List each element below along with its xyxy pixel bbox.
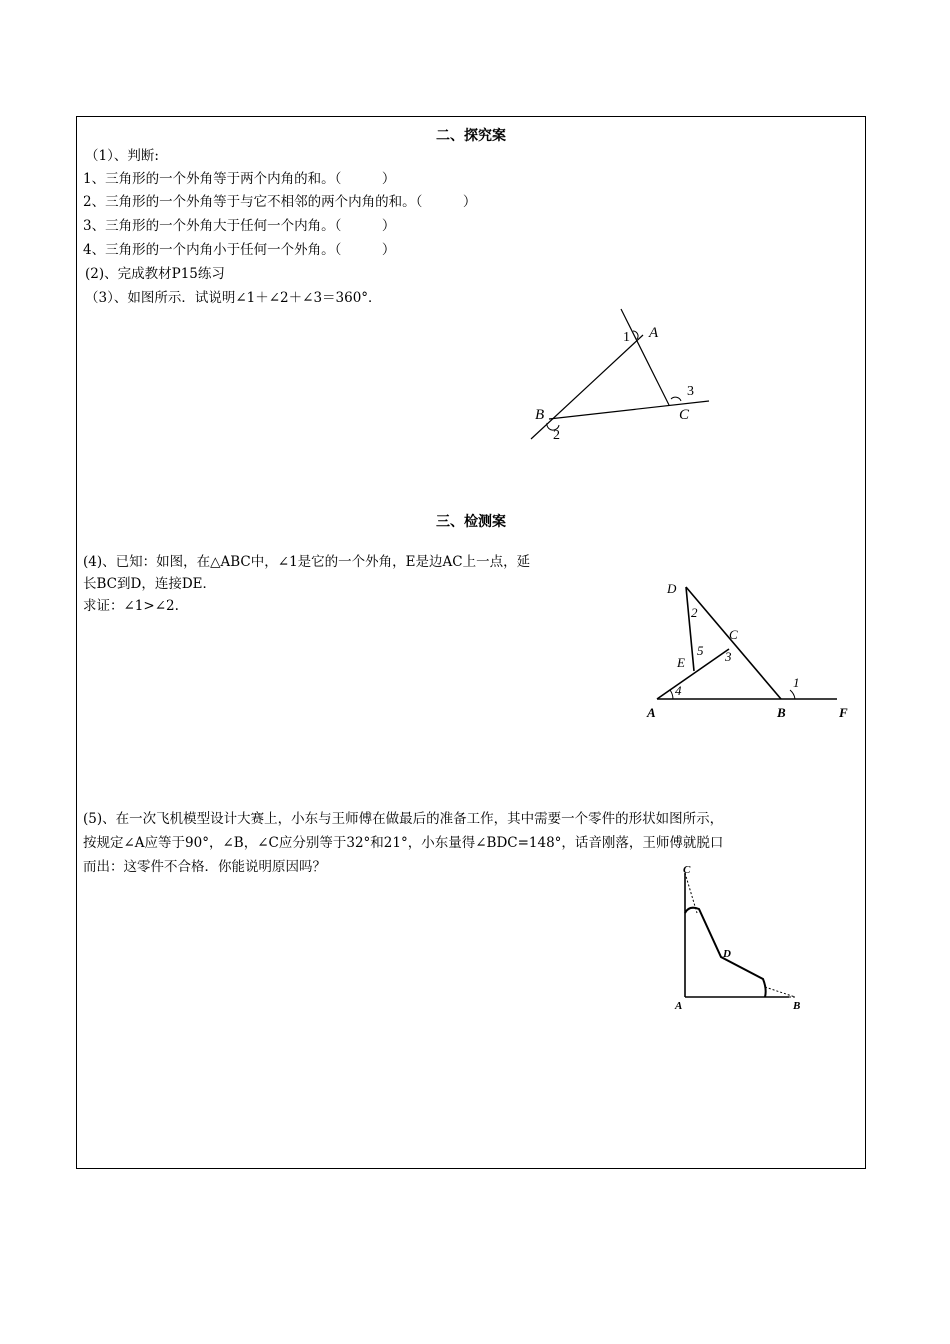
q4-line-3: 求证：∠1>∠2. (83, 598, 179, 614)
part-figure-q5 (669, 865, 819, 1015)
q5-line-3: 而出：这零件不合格．你能说明原因吗？ (83, 859, 326, 875)
q4-line-1: (4)、已知：如图，在△ABC中，∠1是它的一个外角，E是边AC上一点，延 (83, 554, 531, 570)
label-3: 3 (725, 649, 732, 664)
q1-item-4: 4、三角形的一个内角小于任何一个外角。（ ） (83, 242, 396, 258)
q3-heading: （3）、如图所示．试说明∠1＋∠2＋∠3＝360°． (85, 290, 382, 306)
label-f: F (839, 705, 848, 720)
angle-1-arc (790, 690, 795, 699)
q1-item-3: 3、三角形的一个外角大于任何一个内角。（ ） (83, 218, 396, 234)
label-d: D (723, 948, 731, 960)
q1-item-2: 2、三角形的一个外角等于与它不相邻的两个内角的和。（ ） (83, 194, 477, 210)
triangle-figure-q4 (643, 575, 863, 725)
line-de (686, 587, 694, 671)
q2-heading: (2)、完成教材P15练习 (85, 266, 225, 282)
section2-title: 二、探究案 (436, 128, 506, 144)
label-b: B (793, 1000, 801, 1012)
q5-line-1: (5)、在一次飞机模型设计大赛上，小东与王师傅在做最后的准备工作，其中需要一个零件的形状如图所示， (83, 811, 724, 827)
q5-line-2: 按规定∠A应等于90°，∠B，∠C应分别等于32°和21°，小东量得∠BDC=148°，话音刚落，王师傅就脱口 (83, 835, 724, 851)
line-ab (531, 335, 643, 439)
label-c: C (679, 407, 690, 423)
label-b: B (535, 407, 545, 423)
angle-3-arc (671, 397, 681, 401)
q1-heading: （1）、判断: (85, 148, 159, 164)
label-3: 3 (687, 384, 694, 399)
label-c: C (729, 627, 738, 642)
worksheet-frame (76, 116, 866, 1169)
label-c: C (683, 865, 691, 876)
label-4: 4 (675, 683, 682, 698)
label-2: 2 (553, 428, 560, 443)
triangle-figure-q3 (521, 305, 721, 445)
label-b: B (777, 705, 786, 720)
line-ac (621, 309, 669, 405)
label-a: A (675, 1000, 683, 1012)
section3-title: 三、检测案 (436, 514, 506, 530)
label-2: 2 (691, 605, 698, 620)
label-d: D (667, 581, 677, 596)
label-a: A (649, 325, 659, 341)
label-5: 5 (697, 643, 704, 658)
angle-4-arc (670, 690, 673, 699)
q4-line-2: 长BC到D，连接DE． (83, 576, 217, 592)
label-1: 1 (793, 675, 800, 690)
q1-item-1: 1、三角形的一个外角等于两个内角的和。（ ） (83, 171, 396, 187)
label-a: A (647, 705, 656, 720)
label-e: E (677, 655, 685, 670)
label-1: 1 (623, 330, 630, 345)
dotted-b (765, 987, 795, 997)
